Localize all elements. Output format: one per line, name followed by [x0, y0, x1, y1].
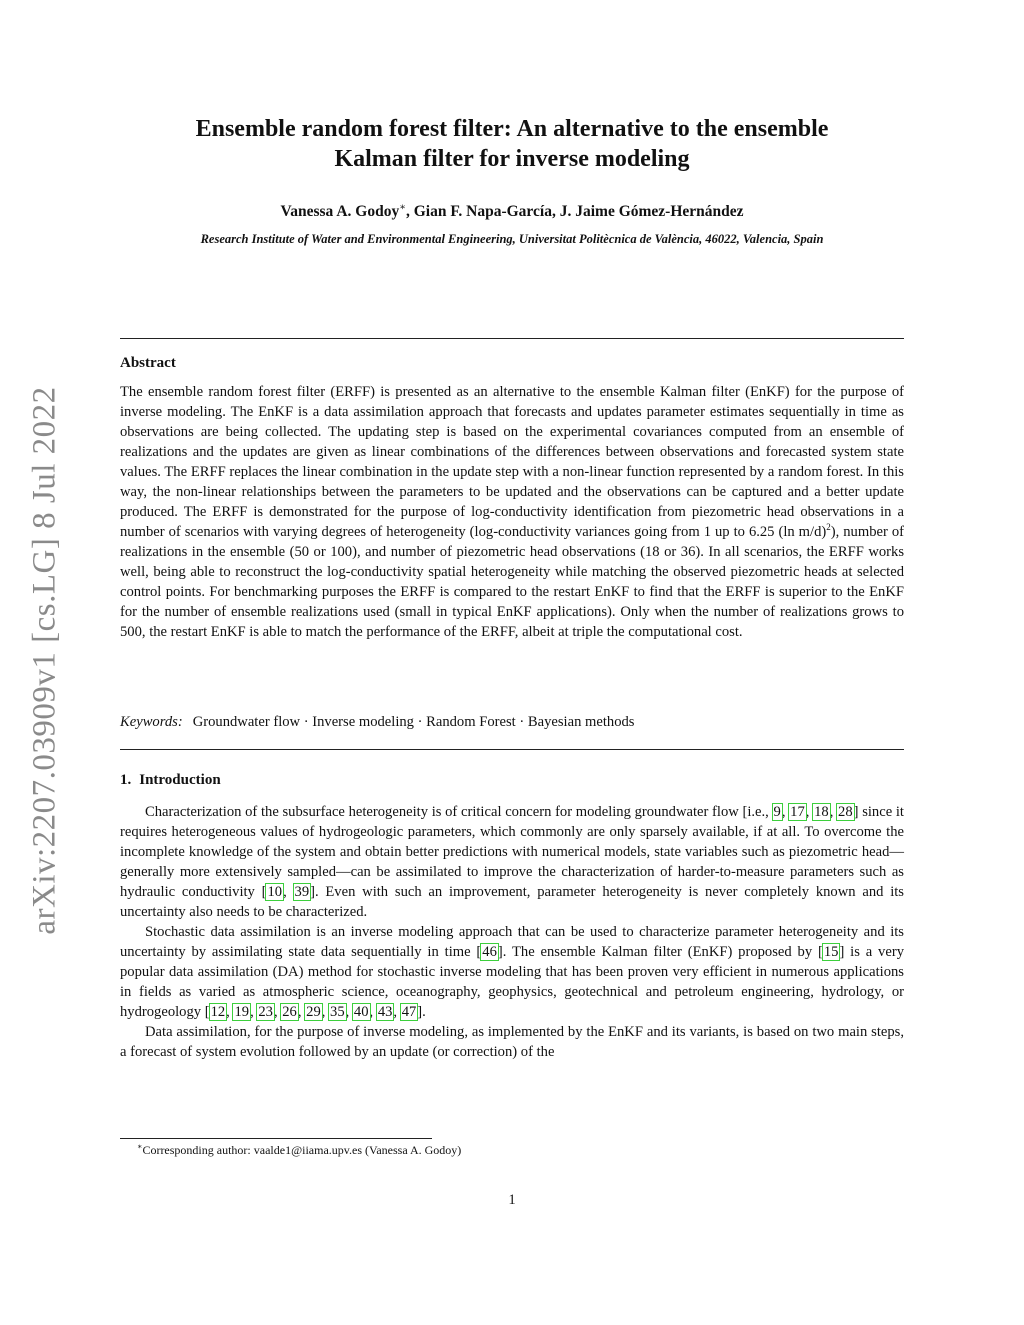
separator: ,	[781, 804, 790, 820]
citation-link-26[interactable]: 26	[282, 1004, 297, 1020]
text-span: ] is a very popular data assimilation (DA) method for stochastic inverse modeling that has been proven very efficient in numerous applications in fields as varied as atmospheric science, oceanography, geophysics, geotechnical and petroleum engineering, hydrology, or hydrogeology [	[120, 944, 904, 1020]
footnote-mark: ∗	[137, 1142, 143, 1151]
citation-link-18[interactable]: 18	[814, 804, 829, 820]
abstract-heading: Abstract	[120, 355, 176, 371]
author-godoy: Vanessa A. Godoy	[280, 203, 400, 221]
abstract-text-part-1: The ensemble random forest filter (ERFF) is presented as an alternative to the ensemble Kalman filter (EnKF) for the purpose of inverse modeling. The EnKF is a data assimilation approach that forecasts and updates parameter estimates sequentially in time as observations are being collected. The updating step is based on the experimental covariances computed from an ensemble of realizations and the updates are given as linear combinations of the differences between observations and forecasted system state values. The ERFF replaces the linear combination in the update step with a non-linear function represented by a random forest. In this way, the non-linear relationships between the parameters to be updated and the observations can be captured and a better update produced. The ERFF is demonstrated for the purpose of log-conductivity identification from piezometric head observations in a number of scenarios with varying degrees of heterogeneity (log-conductivity variances going from 1 up to 6.25 (ln m/d)	[120, 384, 904, 540]
text-span: Stochastic data assimilation is an inverse modeling approach that can be used to characterize parameter heterogeneity and its uncertainty by assimilating state data sequentially in time [	[120, 924, 904, 960]
citation-link-23[interactable]: 23	[258, 1004, 273, 1020]
separator: ,	[297, 1004, 306, 1020]
title-line-1: Ensemble random forest filter: An alternative to the ensemble	[195, 116, 829, 142]
citation-link-39[interactable]: 39	[294, 884, 310, 900]
section-title: Introduction	[139, 772, 221, 788]
separator: ,	[321, 1004, 330, 1020]
citation-link-47[interactable]: 47	[401, 1004, 417, 1020]
abstract-bottom-divider	[120, 749, 904, 750]
arxiv-stamp	[20, 380, 70, 940]
separator: ,	[345, 1004, 353, 1020]
abstract-text-part-2: ), number of realizations in the ensemble (50 or 100), and number of piezometric head observations (18 or 36). In all scenarios, the ERFF works well, being able to reconstruct the log-conductivity spatial heterogeneity while matching the observed piezometric heads at selected control points. For benchmarking purposes the ERFF is compared to the restart EnKF to find that the ERFF is superior to the EnKF for the number of ensemble realizations used (small in typical EnKF applications). Only when the number of realizations grows to 500, the restart EnKF is able to match the performance of the ERFF, albeit at triple the computational cost.	[120, 524, 904, 640]
separator: ,	[283, 884, 294, 900]
citation-link-35[interactable]: 35	[330, 1004, 345, 1020]
text-span: ]. The ensemble Kalman filter (EnKF) proposed by [	[497, 944, 823, 960]
separator: ,	[250, 1004, 258, 1020]
intro-paragraph-3: Data assimilation, for the purpose of inverse modeling, as implemented by the EnKF and its variants, is based on two main steps, a forecast of system evolution followed by an update (or correction) of the	[120, 1024, 904, 1060]
citation-link-17[interactable]: 17	[790, 804, 805, 820]
abstract-superscript: 2	[826, 522, 831, 533]
affiliation: Research Institute of Water and Environmental Engineering, Universitat Politècnica de València, 46022, Valencia, Spain	[200, 232, 824, 246]
introduction-heading	[120, 772, 221, 789]
arxiv-identifier: arXiv:2207.03909v1 [cs.LG] 8 Jul 2022	[26, 385, 63, 935]
text-span: ]. Even with such an improvement, parameter heterogeneity is never completely known and its uncertainty also needs to be characterized.	[120, 884, 904, 920]
citation-link-29[interactable]: 29	[306, 1004, 321, 1020]
footnote-text: Corresponding author: vaalde1@iiama.upv.es (Vanessa A. Godoy)	[142, 1143, 462, 1157]
author-list	[120, 202, 904, 221]
intro-paragraph-1	[120, 802, 904, 922]
separator: ,	[805, 804, 814, 820]
keywords	[120, 714, 904, 731]
top-divider	[120, 338, 904, 339]
section-number: 1.	[120, 772, 132, 788]
footnote	[137, 1142, 461, 1158]
citation-link-12[interactable]: 12	[210, 1004, 226, 1020]
citation-link-40[interactable]: 40	[353, 1004, 369, 1020]
separator: ,	[226, 1004, 234, 1020]
page-number: 1	[508, 1192, 516, 1208]
text-span: ] since it requires heterogeneous values of hydrogeologic parameters, which commonly are only sparsely available, if at all. To overcome the incomplete knowledge of the system and obtain better predictions with numerical models, state variables such as piezometric head—generally more extensively sampled—can be assimilated to improve the characterization of harder-to-measure parameters such as hydraulic conductivity [	[120, 804, 904, 900]
separator: ,	[829, 804, 838, 820]
citation-link-10[interactable]: 10	[267, 884, 283, 900]
separator: ,	[369, 1004, 377, 1020]
title-line-2: Kalman filter for inverse modeling	[334, 146, 690, 172]
introduction-body	[120, 802, 904, 1062]
corresponding-author-mark: ∗	[399, 202, 406, 213]
separator: ,	[273, 1004, 282, 1020]
citation-link-15[interactable]: 15	[823, 944, 839, 960]
text-span: Characterization of the subsurface heterogeneity is of critical concern for modeling groundwater flow [i.e.,	[145, 804, 773, 820]
separator: ,	[393, 1004, 401, 1020]
other-authors: , Gian F. Napa-García, J. Jaime Gómez-Hernández	[406, 203, 744, 221]
citation-link-19[interactable]: 19	[234, 1004, 250, 1020]
keywords-label: Keywords:	[120, 714, 183, 730]
citation-link-43[interactable]: 43	[377, 1004, 393, 1020]
citation-link-9[interactable]: 9	[773, 804, 781, 820]
footnote-divider	[120, 1138, 432, 1139]
citation-link-46[interactable]: 46	[482, 944, 497, 960]
text-span: ].	[417, 1004, 426, 1020]
intro-paragraph-2	[120, 922, 904, 1022]
abstract-body	[120, 382, 904, 642]
paper-title	[120, 114, 904, 174]
keywords-text: Groundwater flow · Inverse modeling · Random Forest · Bayesian methods	[192, 714, 635, 730]
citation-link-28[interactable]: 28	[838, 804, 853, 820]
